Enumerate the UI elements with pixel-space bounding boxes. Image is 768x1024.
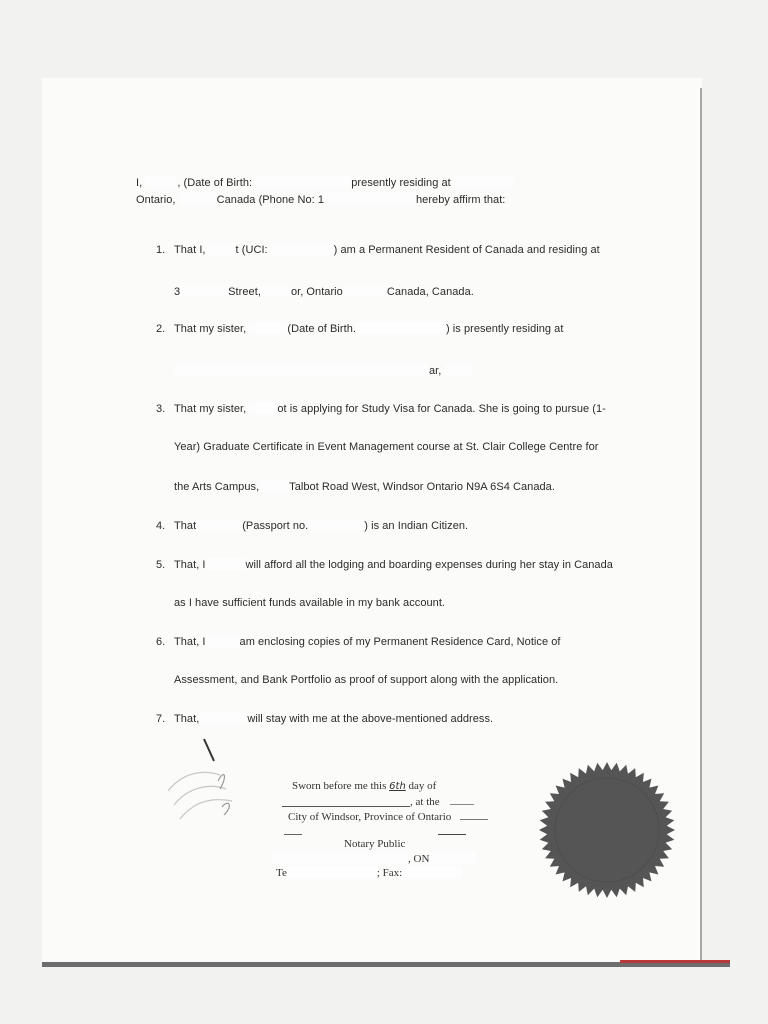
redaction	[445, 364, 473, 376]
clause-5-continued: as I have sufficient funds available in my bank account.	[174, 597, 446, 609]
intro-line-2: Ontario, Canada (Phone No: 1 hereby affirm that:	[136, 194, 506, 206]
redaction	[324, 193, 416, 205]
notary-contact-line: Te ; Fax:	[276, 866, 462, 879]
handwritten-mark	[438, 834, 466, 835]
handwritten-dash	[450, 804, 474, 805]
redaction	[268, 243, 334, 255]
clause-3-continued: the Arts Campus, Talbot Road West, Windsor Ontario N9A 6S4 Canada.	[174, 481, 555, 493]
redaction	[196, 519, 242, 531]
signature-scribble	[160, 735, 245, 825]
handwritten-dash	[460, 819, 488, 820]
page-edge-right	[700, 88, 702, 966]
redaction	[174, 364, 429, 376]
notary-seal	[537, 760, 677, 900]
redaction	[180, 285, 228, 297]
redaction	[199, 712, 247, 724]
redaction	[402, 866, 462, 878]
clause-2-continued: ar,	[174, 364, 473, 377]
redaction	[356, 322, 446, 334]
redaction	[206, 243, 236, 255]
notary-address-line: , ON	[272, 852, 477, 865]
handwritten-dash	[284, 834, 302, 835]
redaction	[272, 852, 408, 864]
clause-1-continued: 3 Street, or, Ontario Canada, Canada.	[174, 286, 474, 298]
redaction	[206, 558, 246, 570]
notary-stamp-line	[284, 826, 466, 838]
clause-1: 1. That I, t (UCI: ) am a Permanent Resident of Canada and residing at	[156, 244, 600, 256]
redaction	[287, 866, 377, 878]
redaction	[308, 519, 364, 531]
clause-3: 3. That my sister, ot is applying for Study Visa for Canada. She is going to pursue (1-	[156, 403, 606, 415]
page-edge-bottom-accent	[620, 960, 730, 963]
clause-3-continued: Year) Graduate Certificate in Event Management course at St. Clair College Centre for	[174, 441, 599, 453]
redaction	[206, 635, 240, 647]
intro-line-1: I, , (Date of Birth: presently residing at	[136, 176, 514, 189]
redaction	[145, 176, 177, 188]
clause-5: 5. That, I will afford all the lodging and boarding expenses during her stay in Canada	[156, 559, 613, 571]
notary-title: Notary Public	[344, 838, 406, 850]
clause-6-continued: Assessment, and Bank Portfolio as proof of support along with the application.	[174, 674, 559, 686]
clause-2: 2. That my sister, (Date of Birth. ) is presently residing at	[156, 323, 564, 335]
redaction	[429, 852, 477, 864]
redaction	[343, 285, 387, 297]
redaction	[249, 322, 287, 334]
seal-starburst	[539, 762, 675, 898]
clause-7: 7. That, will stay with me at the above-mentioned address.	[156, 713, 494, 725]
redaction	[255, 176, 351, 188]
notary-date-line: , at the	[282, 796, 474, 808]
clause-6: 6. That, I am enclosing copies of my Permanent Residence Card, Notice of	[156, 636, 561, 648]
notary-sworn-line: Sworn before me this 6th day of	[292, 780, 437, 792]
redaction	[249, 402, 277, 414]
redaction	[261, 285, 291, 297]
redaction	[259, 480, 289, 492]
redaction	[179, 193, 217, 205]
redaction	[454, 176, 514, 188]
clause-4: 4. That (Passport no. ) is an Indian Citizen.	[156, 520, 469, 532]
date-blank	[282, 806, 410, 807]
handwritten-day: 6th	[389, 781, 406, 792]
notary-city-line: City of Windsor, Province of Ontario	[288, 811, 488, 823]
